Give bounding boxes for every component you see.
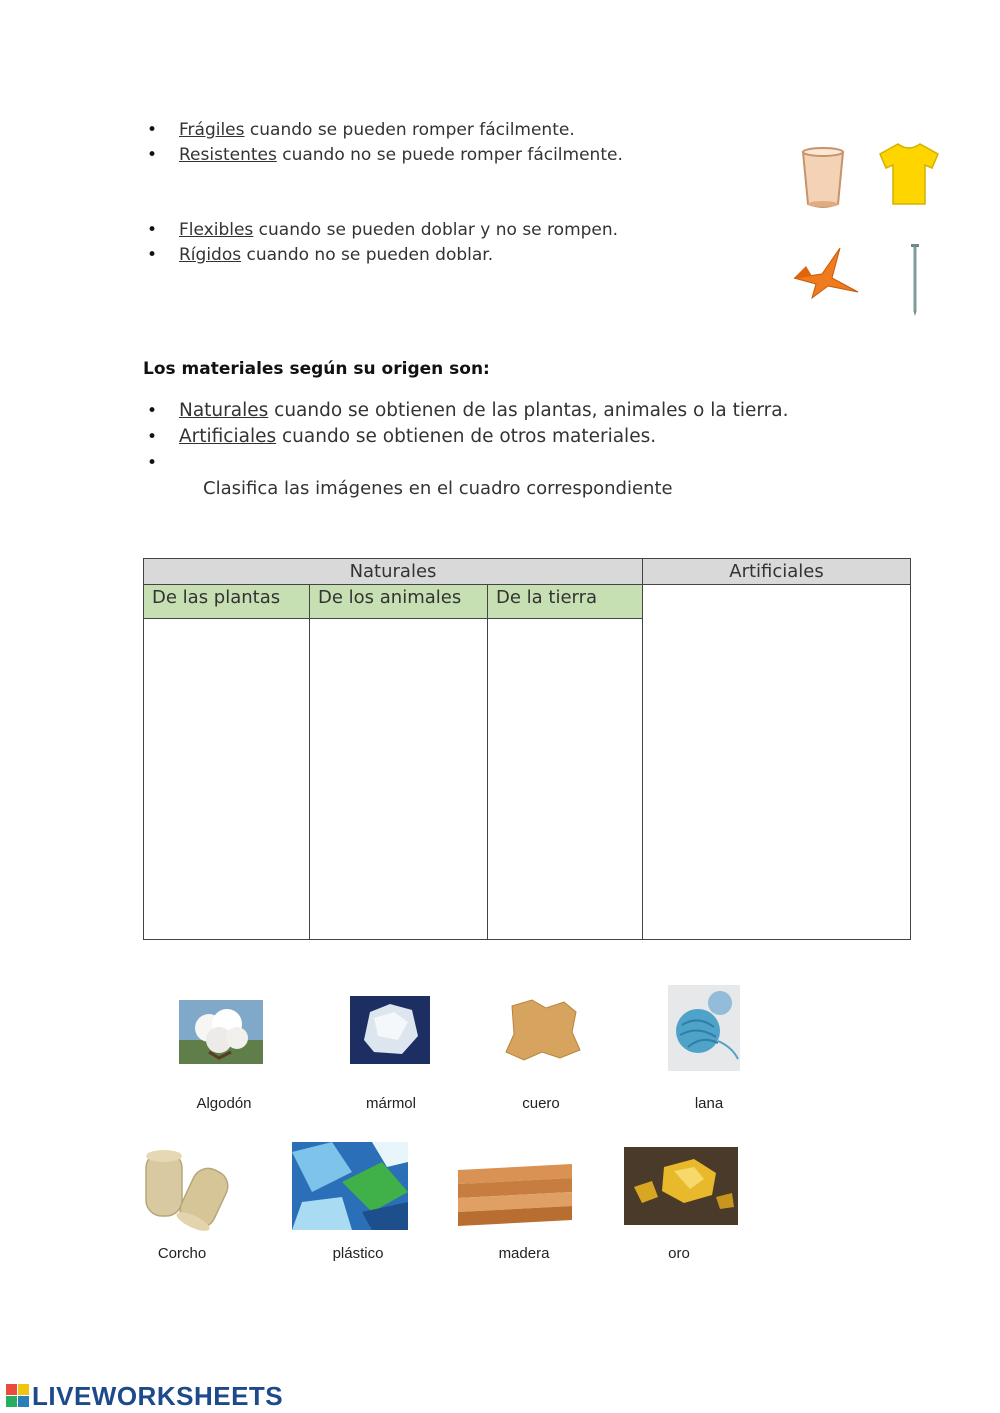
list-item-resistentes bbox=[143, 143, 623, 168]
fragility-list bbox=[143, 118, 623, 168]
nail-image bbox=[908, 244, 922, 318]
wool-image[interactable] bbox=[668, 985, 740, 1071]
liveworksheets-logo-icon bbox=[6, 1384, 30, 1408]
leather-image[interactable] bbox=[502, 998, 582, 1064]
tshirt-image bbox=[878, 140, 940, 208]
definition: cuando no se pueden doblar. bbox=[241, 245, 494, 265]
dropzone-tierra[interactable] bbox=[488, 619, 643, 939]
origami-crane-image bbox=[792, 244, 860, 300]
list-item-naturales bbox=[143, 398, 788, 424]
header-naturales: Naturales bbox=[144, 559, 643, 585]
list-item-fragiles bbox=[143, 118, 623, 143]
term: Artificiales bbox=[179, 426, 277, 447]
definition: cuando se obtienen de las plantas, animales o la tierra. bbox=[268, 400, 789, 421]
caption-algodon: Algodón bbox=[196, 1095, 252, 1112]
definition: cuando no se puede romper fácilmente. bbox=[276, 145, 623, 165]
caption-madera: madera bbox=[498, 1245, 550, 1262]
dropzone-artificiales[interactable] bbox=[643, 585, 910, 939]
subheader-animales: De los animales bbox=[310, 585, 488, 619]
definition: cuando se obtienen de otros materiales. bbox=[276, 426, 657, 447]
term: Frágiles bbox=[179, 120, 245, 140]
liveworksheets-logo[interactable]: LIVEWORKSHEETS bbox=[32, 1381, 284, 1411]
caption-oro: oro bbox=[668, 1245, 690, 1262]
term: Rígidos bbox=[179, 245, 242, 265]
cork-image[interactable] bbox=[140, 1146, 234, 1234]
gold-image[interactable] bbox=[624, 1147, 738, 1225]
caption-marmol: mármol bbox=[365, 1095, 416, 1112]
cotton-image[interactable] bbox=[179, 1000, 263, 1064]
glass-image bbox=[798, 146, 848, 212]
caption-cuero: cuero bbox=[522, 1095, 560, 1112]
term: Flexibles bbox=[179, 220, 254, 240]
list-item-flexibles bbox=[143, 218, 618, 243]
caption-plastico: plástico bbox=[332, 1245, 384, 1262]
term: Resistentes bbox=[179, 145, 277, 165]
list-item-rigidos bbox=[143, 243, 618, 268]
header-artificiales: Artificiales bbox=[643, 559, 910, 585]
origin-list bbox=[143, 398, 788, 450]
caption-lana: lana bbox=[694, 1095, 724, 1112]
list-item-artificiales bbox=[143, 424, 788, 450]
dropzone-animales[interactable] bbox=[310, 619, 488, 939]
wood-image[interactable] bbox=[458, 1160, 572, 1230]
marble-image[interactable] bbox=[350, 996, 430, 1064]
term: Naturales bbox=[179, 400, 269, 421]
origin-heading: Los materiales según su origen son: bbox=[143, 359, 490, 379]
plastic-image[interactable] bbox=[292, 1142, 408, 1230]
dropzone-plantas[interactable] bbox=[144, 619, 310, 939]
subheader-tierra: De la tierra bbox=[488, 585, 643, 619]
subheader-plantas: De las plantas bbox=[144, 585, 310, 619]
definition: cuando se pueden romper fácilmente. bbox=[244, 120, 575, 140]
flexibility-list bbox=[143, 218, 618, 268]
definition: cuando se pueden doblar y no se rompen. bbox=[253, 220, 619, 240]
classification-table bbox=[143, 558, 911, 940]
caption-corcho: Corcho bbox=[157, 1245, 207, 1262]
instruction-text: Clasifica las imágenes en el cuadro correspondiente bbox=[203, 478, 673, 499]
